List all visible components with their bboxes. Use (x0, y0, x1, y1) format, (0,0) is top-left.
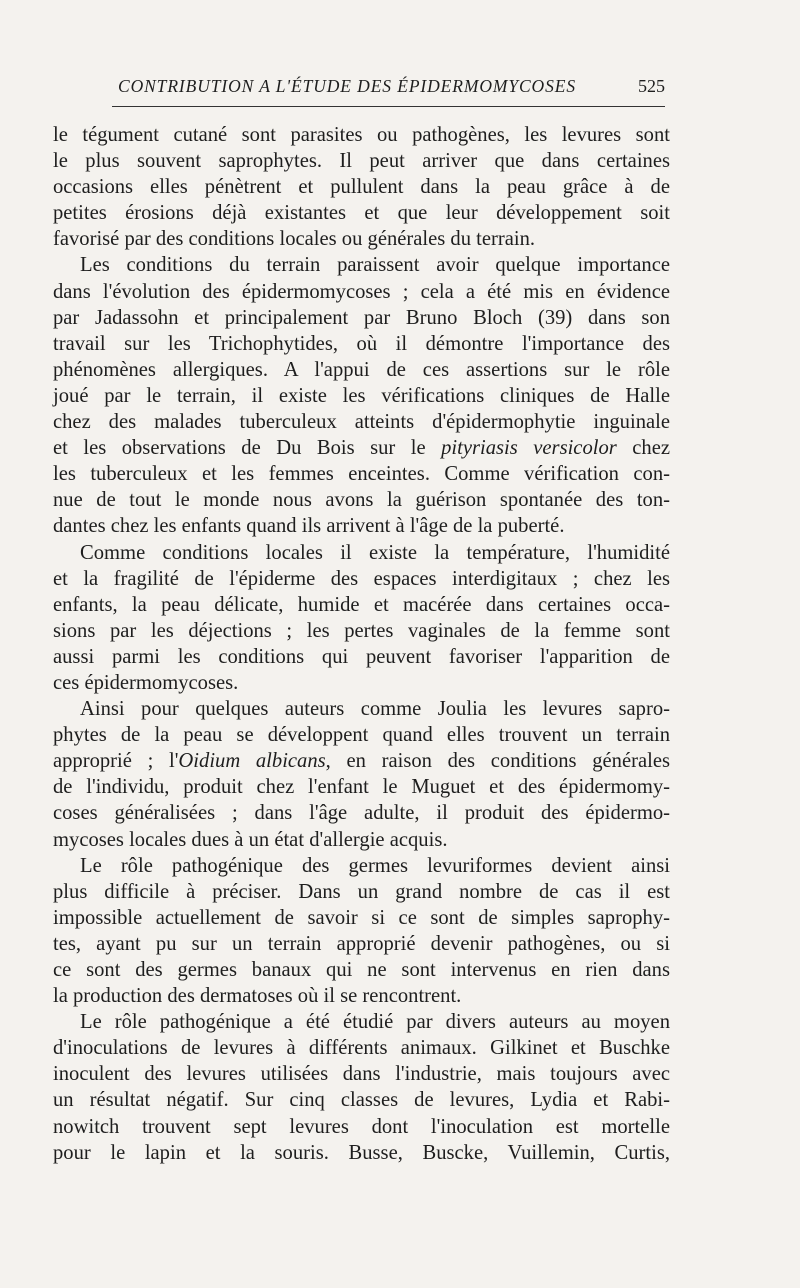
text-segment: chez (616, 437, 670, 460)
text-line: impossible actuellement de savoir si ce sont de simples saprophy- (53, 906, 670, 929)
text-line: joué par le terrain, il existe les vérifications cliniques de Halle (53, 384, 670, 407)
text-line: mycoses locales dues à un état d'allergie acquis. (53, 828, 448, 851)
text-line: les tuberculeux et les femmes enceintes. Comme vérification con- (53, 463, 670, 486)
text-line: dans l'évolution des épidermomycoses ; cela a été mis en évidence (53, 280, 670, 303)
text-line: pour le lapin et la souris. Busse, Buscke, Vuillemin, Curtis, (53, 1141, 670, 1164)
text-line: phénomènes allergiques. A l'appui de ces assertions sur le rôle (53, 358, 670, 381)
text-line: de l'individu, produit chez l'enfant le Muguet et des épidermomy- (53, 776, 670, 799)
text-line: sions par les déjections ; les pertes vaginales de la femme sont (53, 619, 670, 642)
text-line: ces épidermomycoses. (53, 671, 239, 694)
text-line: Le rôle pathogénique des germes levuriformes devient ainsi (80, 854, 670, 877)
text-line: et la fragilité de l'épiderme des espaces interdigitaux ; chez les (53, 567, 670, 590)
text-line: un résultat négatif. Sur cinq classes de levures, Lydia et Rabi- (53, 1089, 670, 1112)
text-line (53, 748, 670, 774)
italic-term: Oidium albicans (178, 750, 326, 773)
text-segment: approprié ; l' (53, 750, 179, 773)
text-line: occasions elles pénètrent et pullulent dans la peau grâce à de (53, 176, 670, 199)
text-line: plus difficile à préciser. Dans un grand nombre de cas il est (53, 880, 670, 903)
text-segment: , en raison des conditions générales (325, 750, 670, 773)
text-line: coses généralisées ; dans l'âge adulte, il produit des épidermo- (53, 802, 670, 825)
text-line: nue de tout le monde nous avons la guérison spontanée des ton- (53, 489, 670, 512)
text-line: d'inoculations de levures à différents animaux. Gilkinet et Buschke (53, 1037, 670, 1060)
text-line: tes, ayant pu sur un terrain approprié devenir pathogènes, ou si (53, 932, 670, 955)
text-line: le tégument cutané sont parasites ou pathogènes, les levures sont (53, 124, 670, 146)
text-line: Comme conditions locales il existe la température, l'humidité (80, 541, 670, 564)
text-line: ce sont des germes banaux qui ne sont intervenus en rien dans (53, 959, 670, 981)
text-line: le plus souvent saprophytes. Il peut arriver que dans certaines (53, 150, 670, 173)
text-line: petites érosions déjà existantes et que leur développement soit (53, 202, 670, 225)
text-line: nowitch trouvent sept levures dont l'inoculation est mortelle (53, 1115, 670, 1138)
text-line: Les conditions du terrain paraissent avoir quelque importance (80, 254, 670, 277)
header-rule (112, 106, 665, 107)
text-line: par Jadassohn et principalement par Bruno Bloch (39) dans son (53, 306, 670, 329)
text-line: inoculent des levures utilisées dans l'industrie, mais toujours avec (53, 1063, 670, 1086)
page-number: 525 (638, 76, 665, 96)
text-line: favorisé par des conditions locales ou générales du terrain. (53, 228, 536, 251)
body-text (53, 122, 670, 1166)
text-line: la production des dermatoses où il se rencontrent. (53, 985, 462, 1008)
text-line: chez des malades tuberculeux atteints d'épidermophytie inguinale (53, 411, 670, 434)
running-title: CONTRIBUTION A L'ÉTUDE DES ÉPIDERMOMYCOSES (118, 76, 576, 96)
text-segment: et les observations de Du Bois sur le (53, 437, 442, 460)
text-line: dantes chez les enfants quand ils arrivent à l'âge de la puberté. (53, 515, 565, 538)
running-header (112, 76, 665, 104)
text-line (53, 435, 670, 461)
text-line: enfants, la peau délicate, humide et macérée dans certaines occa- (53, 593, 670, 616)
italic-term: pityriasis versicolor (441, 437, 617, 460)
text-line: Ainsi pour quelques auteurs comme Joulia les levures sapro- (80, 698, 670, 721)
text-line: Le rôle pathogénique a été étudié par divers auteurs au moyen (80, 1011, 670, 1034)
text-line: phytes de la peau se développent quand elles trouvent un terrain (53, 724, 670, 747)
text-line: travail sur les Trichophytides, où il démontre l'importance des (53, 332, 670, 355)
text-line: aussi parmi les conditions qui peuvent favoriser l'apparition de (53, 645, 670, 668)
